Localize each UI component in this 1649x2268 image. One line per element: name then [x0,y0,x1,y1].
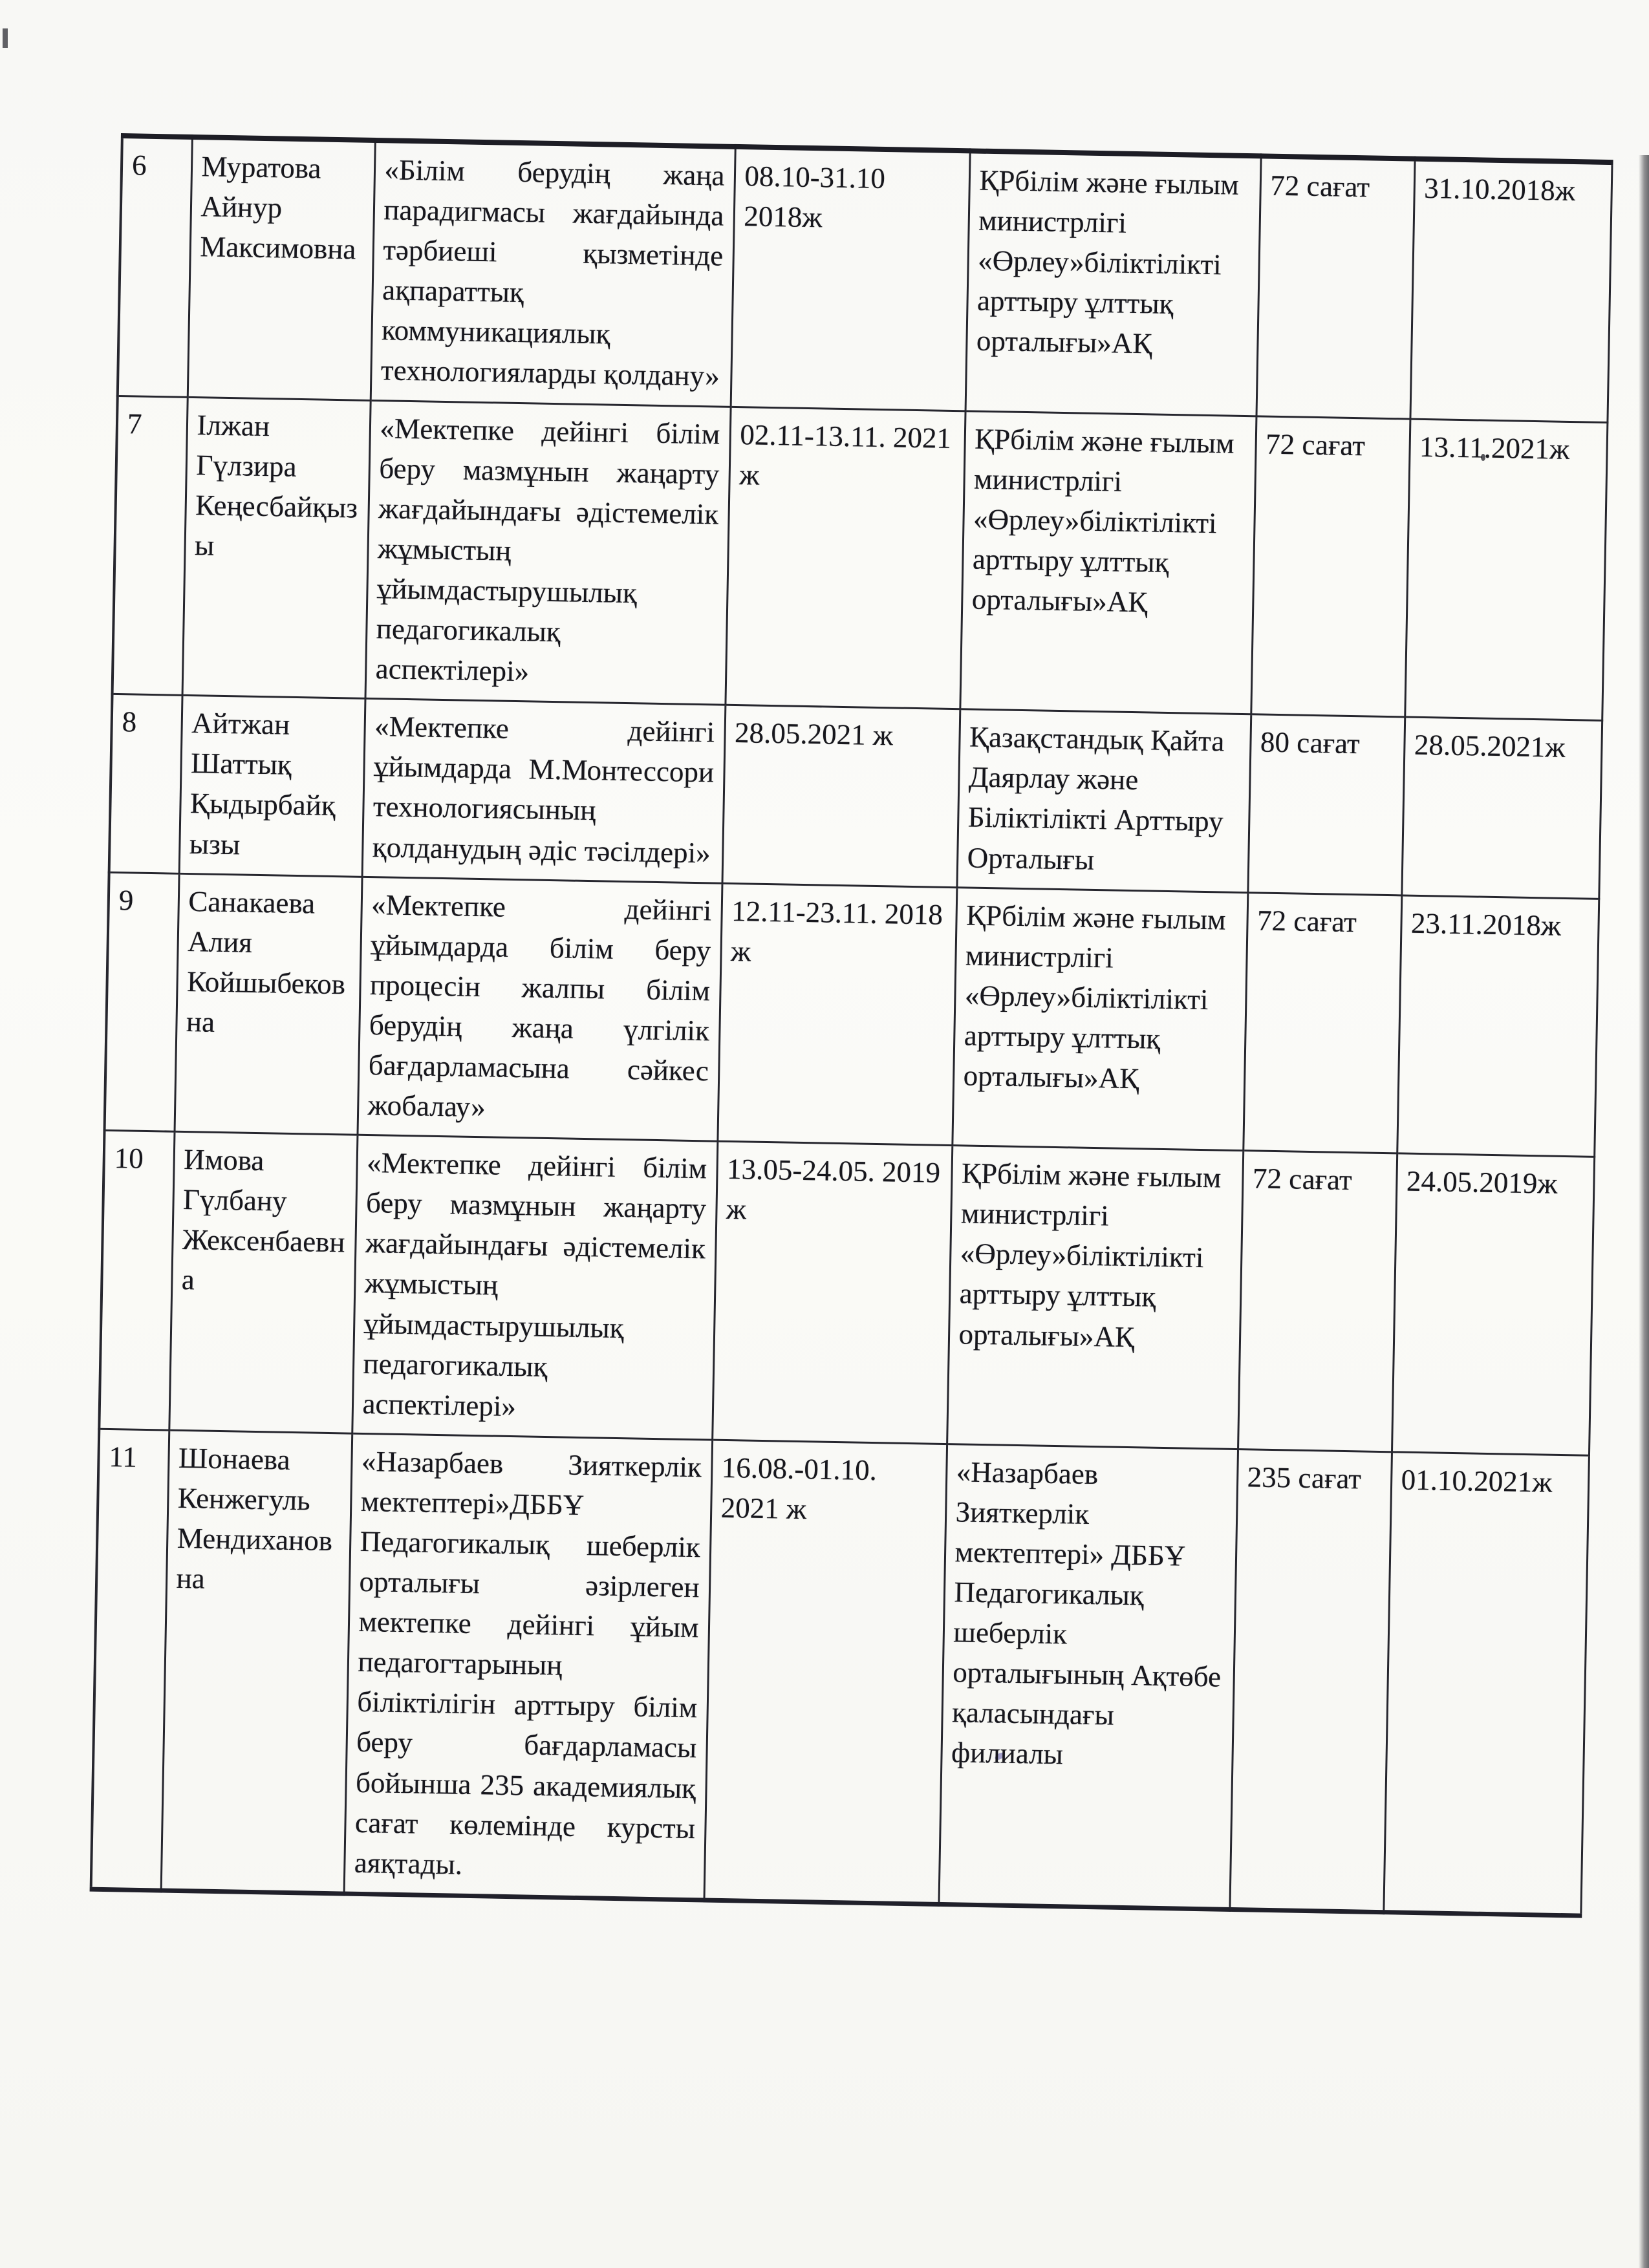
cell-completion-date: 01.10.2021ж [1383,1452,1589,1916]
table-row [109,694,1602,899]
cell-course-title: «Назарбаев Зияткерлік мектептері»ДББҰ Педагогикалық шеберлік орталығы әзірлеген мектепке дейінгі ұйым педагогтарының біліктілігін арттыру білім беру бағдарламасы бойынша 235 академиялық сағат көлемінде курсты аяқтады. [344,1433,713,1900]
cell-organization: ҚРбілім және ғылым министрлігі «Өрлеу»біліктілікті арттыру ұлттық орталығы»АҚ [947,1146,1243,1450]
cell-full-name: Айтжан Шаттық Қыдырбайқызы [179,696,365,877]
table-row [118,136,1612,422]
scan-speckle [3,28,8,48]
cell-organization: ҚРбілім және ғылым министрлігі «Өрлеу»біліктілікті арттыру ұлттық орталығы»АҚ [952,887,1247,1151]
table-row [105,872,1599,1157]
table-row [91,1429,1589,1916]
cell-number: 6 [118,136,192,397]
cell-organization: Қазақстандық Қайта Даярлау және Біліктілікті Арттыру Орталығы [956,709,1251,892]
cell-completion-date: 31.10.2018ж [1410,159,1611,422]
cell-period: 28.05.2021 ж [722,705,960,887]
cell-full-name: Муратова Айнур Максимовна [188,137,375,400]
cell-organization: ҚРбілім және ғылым министрлігі «Өрлеу»біліктілікті арттыру ұлттық орталығы»АҚ [965,151,1261,416]
cell-number: 8 [109,694,182,873]
cell-hours: 72 сағат [1251,416,1410,717]
cell-number: 11 [91,1429,169,1890]
cell-number: 10 [99,1130,174,1430]
table-row [99,1130,1594,1455]
cell-completion-date: 28.05.2021ж [1401,717,1602,899]
scan-edge-artifact [1639,155,1649,2268]
cell-hours: 235 сағат [1229,1449,1392,1912]
cell-hours: 72 сағат [1243,892,1401,1153]
cell-period: 12.11-23.11. 2018 ж [717,883,956,1146]
cell-period: 13.05-24.05. 2019 ж [712,1141,952,1444]
cell-course-title: «Мектепке дейінгі білім беру мазмұнын жаңарту жағдайындағы әдістемелік жұмыстың ұйымдастырушылық педагогикалық аспектілері» [365,400,730,705]
cell-full-name: Шонаева Кенжегуль Мендихановна [161,1430,352,1894]
table-row [113,396,1608,721]
cell-number: 7 [113,396,188,696]
cell-full-name: Имова Гүлбану Жексенбаевна [169,1131,357,1433]
cell-full-name: Ілжан Гүлзира Кеңесбайқызы [182,397,371,699]
cell-hours: 72 сағат [1256,156,1414,418]
cell-completion-date: 23.11.2018ж [1397,895,1599,1157]
cell-course-title: «Білім берудің жаңа парадигмасы жағдайында тәрбиеші қызметінде ақпараттық коммуникациялық технологияларды қолдану» [371,140,735,407]
cell-period: 02.11-13.11. 2021 ж [725,407,965,709]
cell-hours: 80 сағат [1247,714,1405,895]
cell-organization: ҚРбілім және ғылым министрлігі «Өрлеу»біліктілікті арттыру ұлттық орталығы»АҚ [960,411,1256,714]
table-body [91,136,1612,1916]
cell-period: 08.10-31.10 2018ж [731,147,970,411]
qualification-courses-table [90,133,1613,1918]
cell-full-name: Санакаева Алия Койшыбековна [175,873,362,1135]
cell-course-title: «Мектепке дейінгі ұйымдарда білім беру процесін жалпы білім берудің жаңа үлгілік бағдарламасына сәйкес жобалау» [357,877,722,1141]
cell-course-title: «Мектепке дейінгі білім беру мазмұнын жаңарту жағдайындағы әдістемелік жұмыстың ұйымдастырушылық педагогикалық аспектілері» [352,1135,717,1439]
cell-course-title: «Мектепке дейінгі ұйымдарда М.Монтессори технологиясының қолданудың әдіс тәсілдері» [362,699,726,883]
cell-completion-date: 24.05.2019ж [1392,1153,1594,1455]
cell-hours: 72 сағат [1238,1151,1397,1452]
cell-period: 16.08.-01.10. 2021 ж [704,1440,947,1904]
cell-organization: «Назарбаев Зияткерлік мектептері» ДББҰ Педагогикалық шеберлік орталығының Ақтөбе қаласындағы филиалы [938,1444,1238,1909]
cell-number: 9 [105,872,179,1131]
cell-completion-date: 13.11.2021ж [1405,419,1607,721]
table-rotation-wrap [90,133,1611,1918]
